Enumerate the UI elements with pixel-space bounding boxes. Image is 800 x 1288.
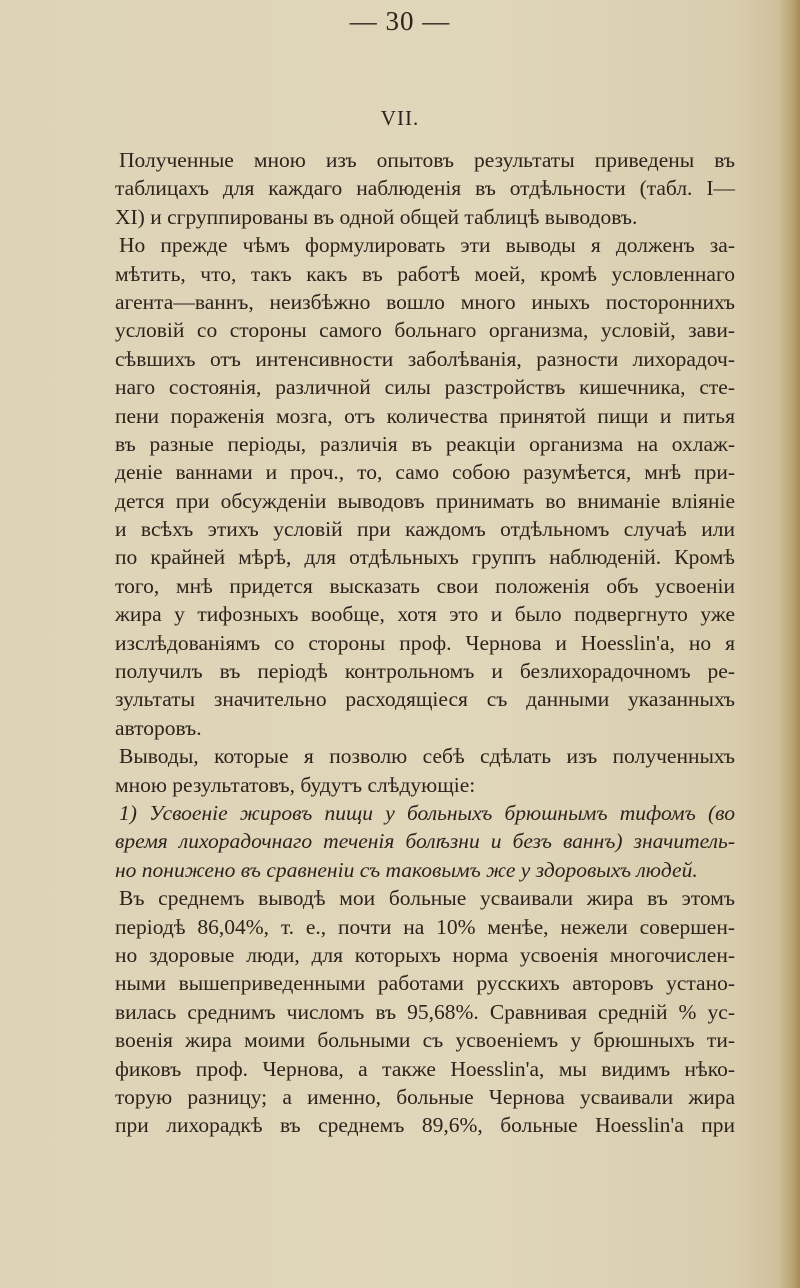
text-line: того, мнѣ придется высказать свои положенія объ усвоеніи [115, 573, 735, 598]
text-line: жира у тифозныхъ вообще, хотя это и было подвергнуто уже [115, 602, 735, 627]
text-line: фиковъ проф. Чернова, а также Hoesslin'a, мы видимъ нѣко- [115, 1056, 735, 1081]
text-line: военія жира моими больными съ усвоеніемъ у брюшныхъ ти- [115, 1028, 735, 1053]
text-line: зультаты значительно расходящіеся съ данными указанныхъ [115, 687, 735, 712]
text-line: но здоровые люди, для которыхъ норма усвоенія многочислен- [115, 942, 735, 967]
text-line: деніе ваннами и проч., то, само собою разумѣется, мнѣ при- [115, 460, 735, 485]
text-line: и всѣхъ этихъ условій при каждомъ отдѣльномъ случаѣ или [115, 517, 735, 542]
text-line: періодѣ 86,04%, т. е., почти на 10% менѣе, нежели совершен- [115, 914, 735, 939]
text-line: Но прежде чѣмъ формулировать эти выводы я долженъ за- [119, 233, 735, 258]
text-line: сѣвшихъ отъ интенсивности заболѣванія, разности лихорадоч- [115, 346, 735, 371]
text-line: при лихорадкѣ въ среднемъ 89,6%, больные Hoesslin'a при [115, 1113, 735, 1138]
text-line: мѣтить, что, такъ какъ въ работѣ моей, кромѣ условленнаго [115, 261, 735, 286]
page-edge [778, 0, 800, 1288]
text-line: 1) Усвоеніе жировъ пищи у больныхъ брюшнымъ тифомъ (во [119, 800, 735, 825]
text-line: вилась среднимъ числомъ въ 95,68%. Сравнивая средній % ус- [115, 999, 735, 1024]
text-line: авторовъ. [115, 715, 202, 740]
text-line: время лихорадочнаго теченія болѣзни и безъ ваннъ) значитель- [115, 829, 735, 854]
text-line: по крайней мѣрѣ, для отдѣльныхъ группъ наблюденій. Кромѣ [115, 545, 735, 570]
text-line: Полученные мною изъ опытовъ результаты приведены въ [119, 148, 735, 172]
text-line: изслѣдованіямъ со стороны проф. Чернова и Hoesslin'a, но я [115, 630, 735, 655]
section-number: VII. [380, 106, 420, 130]
text-line: наго состоянія, различной силы разстройствъ кишечника, сте- [115, 375, 735, 400]
text-line: ными вышеприведенными работами русскихъ авторовъ устано- [115, 971, 735, 996]
text-line: XI) и сгруппированы въ одной общей таблицѣ выводовъ. [115, 204, 638, 229]
text-line: въ разные періоды, различія въ реакціи организма на охлаж- [115, 431, 735, 456]
text-line: Въ среднемъ выводѣ мои больные усваивали жира въ этомъ [119, 886, 735, 911]
text-line: таблицахъ для каждаго наблюденія въ отдѣльности (табл. I— [115, 176, 735, 201]
text-line: но понижено въ сравненіи съ таковымъ же у здоровыхъ людей. [115, 857, 698, 882]
text-line: пени пораженія мозга, отъ количества принятой пищи и питья [115, 403, 735, 428]
body-text [115, 146, 735, 1140]
text-line: Выводы, которые я позволю себѣ сдѣлать изъ полученныхъ [119, 744, 735, 769]
page-number: — 30 — [349, 6, 451, 36]
text-line: получилъ въ періодѣ контрольномъ и безлихорадочномъ ре- [115, 659, 735, 684]
text-line: дется при обсужденіи выводовъ принимать во вниманіе вліяніе [115, 488, 735, 513]
text-line: условій со стороны самого больнаго организма, условій, зави- [115, 318, 735, 343]
text-line: торую разницу; а именно, больные Чернова усваивали жира [115, 1084, 735, 1109]
text-line: агента—ваннъ, неизбѣжно вошло много иныхъ постороннихъ [115, 289, 735, 314]
text-line: мною результатовъ, будутъ слѣдующіе: [115, 772, 476, 797]
